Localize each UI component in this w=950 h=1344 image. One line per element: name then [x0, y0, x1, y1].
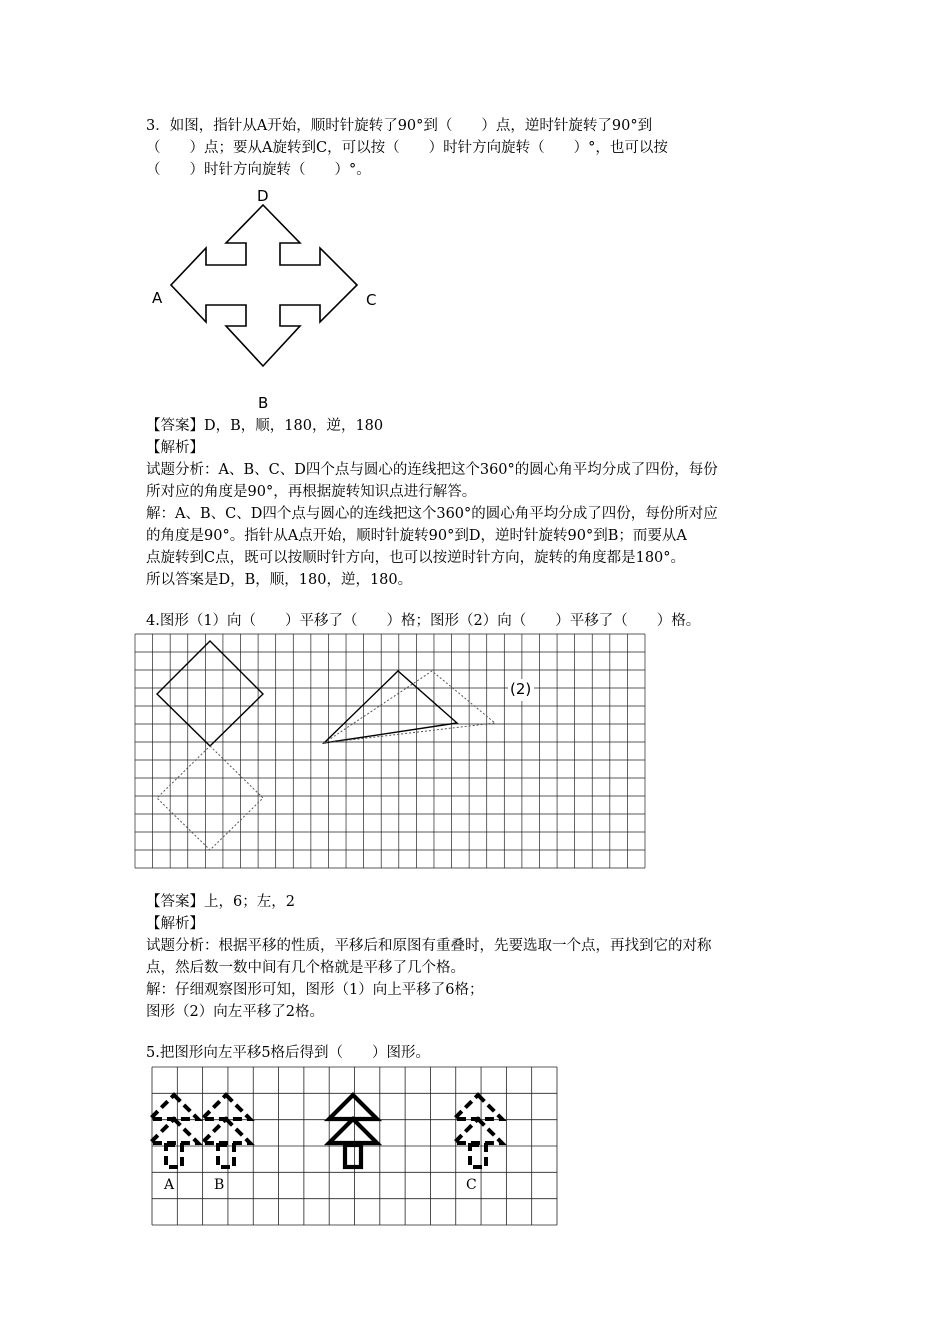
shape-2-original: [324, 671, 457, 743]
q3-line-3: （ ）时针方向旋转（ ）°。: [146, 162, 371, 178]
q5-question: 5.把图形向左平移5格后得到（ ）图形。: [146, 1045, 431, 1061]
tree-c: [454, 1095, 502, 1167]
q4-analysis-4: 图形（2）向左平移了2格。: [146, 1004, 324, 1020]
q3-analysis-6: 所以答案是D，B，顺，180，逆，180。: [146, 572, 413, 588]
option-a-label: A: [164, 1177, 175, 1193]
label-d: D: [257, 187, 269, 205]
tree-original: [329, 1095, 377, 1167]
label-c: C: [366, 291, 377, 309]
q4-analysis-1: 试题分析：根据平移的性质，平移后和原图有重叠时，先要选取一个点，再找到它的对称: [146, 938, 712, 954]
q3-analysis-title: 【解析】: [146, 440, 204, 456]
q3-analysis-2: 所对应的角度是90°，再根据旋转知识点进行解答。: [146, 484, 477, 500]
four-way-arrow: [171, 205, 357, 366]
q3-answer: 【答案】D，B，顺，180，逆，180: [146, 418, 384, 434]
translation-grid-figure: [134, 633, 646, 869]
tree-a: [150, 1095, 198, 1167]
q3-line-1: 3．如图，指针从A开始，顺时针旋转了90°到（ ）点，逆时针旋转了90°到: [146, 118, 653, 134]
tree-b: [202, 1095, 250, 1167]
option-b-label: B: [214, 1177, 225, 1193]
q4-analysis-2: 点，然后数一数中间有几个格就是平移了几个格。: [146, 960, 465, 976]
q3-line-2: （ ）点；要从A旋转到C，可以按（ ）时针方向旋转（ ）°，也可以按: [146, 140, 668, 156]
compass-arrow-figure: [140, 185, 400, 415]
label-b: B: [258, 394, 269, 412]
shape-1-original: [157, 641, 263, 746]
q3-analysis-4: 的角度是90°。指针从A点开始，顺时针旋转90°到D，逆时针旋转90°到B；而要从A: [146, 528, 687, 544]
q4-question: 4.图形（1）向（ ）平移了（ ）格；图形（2）向（ ）平移了（ ）格。: [146, 613, 701, 629]
q3-analysis-1: 试题分析：A、B、C、D四个点与圆心的连线把这个360°的圆心角平均分成了四份，每份: [146, 462, 718, 478]
shape-2-label: (2): [510, 680, 532, 698]
shape-1-translated: [157, 746, 263, 850]
q4-analysis-title: 【解析】: [146, 916, 204, 932]
grid-lines: [135, 634, 645, 868]
option-c-label: C: [466, 1177, 477, 1193]
q3-analysis-3: 解：A、B、C、D四个点与圆心的连线把这个360°的圆心角平均分成了四份，每份所对应: [146, 506, 718, 522]
label-a: A: [152, 289, 163, 307]
q4-answer: 【答案】上，6；左，2: [146, 894, 295, 910]
tree-translation-figure: [150, 1065, 560, 1227]
q4-analysis-3: 解：仔细观察图形可知，图形（1）向上平移了6格；: [146, 982, 484, 998]
q3-analysis-5: 点旋转到C点，既可以按顺时针方向，也可以按逆时针方向，旋转的角度都是180°。: [146, 550, 686, 566]
